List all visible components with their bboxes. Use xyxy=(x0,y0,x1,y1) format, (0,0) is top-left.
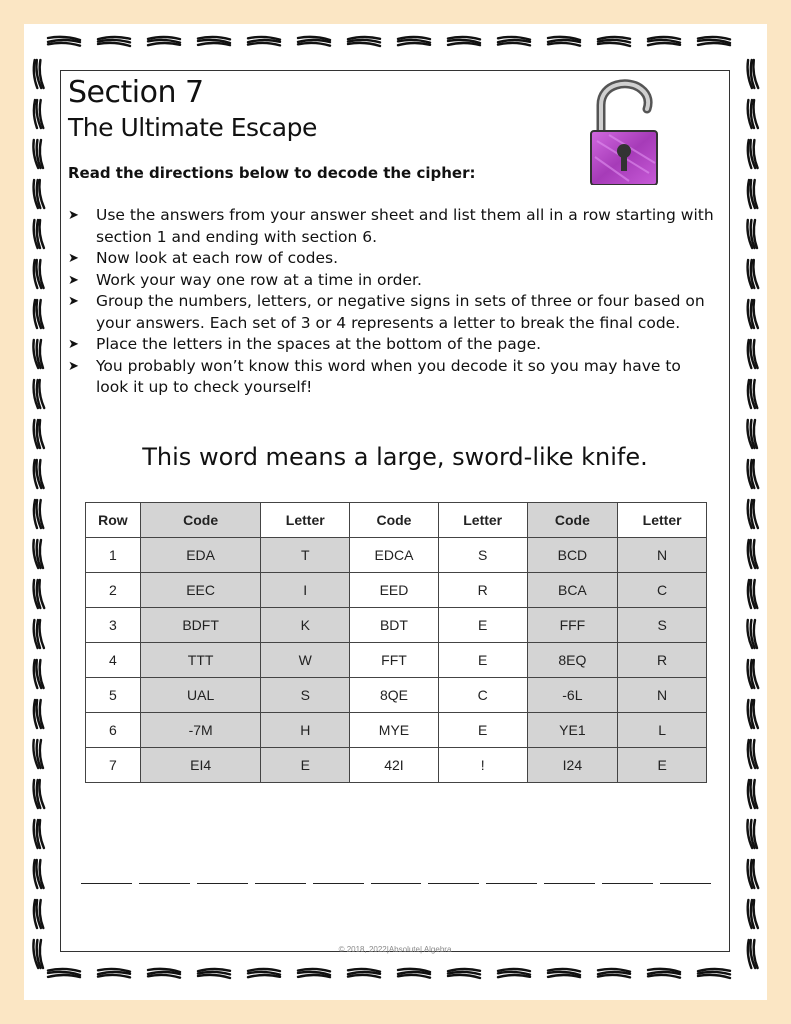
scribble-mark xyxy=(34,580,45,608)
scribble-mark xyxy=(98,37,130,46)
scribble-mark xyxy=(747,420,757,448)
scribble-mark xyxy=(748,580,757,608)
table-cell: 3 xyxy=(86,608,141,643)
cipher-table xyxy=(85,502,707,783)
answer-blank[interactable] xyxy=(313,871,364,884)
direction-item: ➤ Group the numbers, letters, or negative signs in sets of three or four based on your answers. Each set of 3 or 4 represents a letter to break the final code. xyxy=(68,292,705,332)
scribble-mark xyxy=(34,100,43,128)
table-row xyxy=(86,678,707,713)
table-cell: -7M xyxy=(140,713,261,748)
answer-blank[interactable] xyxy=(371,871,422,884)
table-cell: 2 xyxy=(86,573,141,608)
page-title: The Ultimate Escape xyxy=(68,113,317,142)
scribble-mark xyxy=(34,500,43,528)
answer-blank[interactable] xyxy=(81,871,132,884)
scribble-mark xyxy=(548,37,580,46)
scribble-mark xyxy=(34,660,44,688)
scribble-mark xyxy=(748,540,758,568)
table-cell: 4 xyxy=(86,643,141,678)
table-row xyxy=(86,748,707,783)
scribble-mark xyxy=(748,860,759,888)
scribble-mark xyxy=(748,940,758,968)
scribble-mark xyxy=(33,940,43,968)
scribble-mark xyxy=(33,540,43,568)
scribble-mark xyxy=(34,900,43,928)
open-padlock-icon xyxy=(589,75,661,185)
scribble-mark xyxy=(34,260,44,288)
scribble-mark xyxy=(648,37,680,45)
scribble-mark xyxy=(748,700,758,728)
section-heading: Section 7 xyxy=(68,75,204,110)
table-row xyxy=(86,538,707,573)
table-cell: R xyxy=(438,573,527,608)
table-cell: EEC xyxy=(140,573,261,608)
table-cell: N xyxy=(618,678,707,713)
worksheet-page xyxy=(24,24,767,1000)
table-cell: E xyxy=(618,748,707,783)
scribble-mark xyxy=(498,969,530,977)
table-cell: FFT xyxy=(350,643,439,678)
table-row xyxy=(86,713,707,748)
direction-item: ➤ Work your way one row at a time in order. xyxy=(68,270,718,292)
scribble-mark xyxy=(698,37,730,45)
table-cell: E xyxy=(438,643,527,678)
table-cell: S xyxy=(438,538,527,573)
table-cell: YE1 xyxy=(527,713,618,748)
scribble-mark xyxy=(148,969,180,978)
direction-item: ➤ Now look at each row of codes. xyxy=(68,248,718,270)
scribble-mark xyxy=(348,969,380,977)
scribble-mark xyxy=(448,37,480,45)
scribble-mark xyxy=(698,969,730,978)
table-cell: I xyxy=(261,573,350,608)
scribble-mark xyxy=(34,380,45,408)
scribble-mark xyxy=(34,700,43,728)
scribble-mark xyxy=(33,740,43,768)
scribble-mark xyxy=(348,37,380,46)
copyright-text: © 2018, 2022|Absolute| Algebra xyxy=(338,945,452,954)
arrowhead-bullet-icon: ➤ xyxy=(68,294,79,309)
answer-blank[interactable] xyxy=(139,871,190,884)
answer-blank[interactable] xyxy=(660,871,711,884)
answer-blank[interactable] xyxy=(428,871,479,884)
scribble-mark xyxy=(748,140,758,168)
table-cell: FFF xyxy=(527,608,618,643)
scribble-mark xyxy=(398,969,430,978)
scribble-mark xyxy=(748,300,758,328)
table-cell: L xyxy=(618,713,707,748)
scribble-mark xyxy=(598,37,630,46)
directions-list xyxy=(68,205,718,399)
answer-blank[interactable] xyxy=(197,871,248,884)
column-header: Code xyxy=(350,503,439,538)
arrowhead-bullet-icon: ➤ xyxy=(68,251,79,266)
column-header: Letter xyxy=(618,503,707,538)
table-cell: 5 xyxy=(86,678,141,713)
table-cell: 42I xyxy=(350,748,439,783)
table-cell: BCD xyxy=(527,538,618,573)
column-header: Code xyxy=(527,503,618,538)
table-cell: S xyxy=(618,608,707,643)
content-frame xyxy=(60,70,730,952)
table-cell: E xyxy=(438,608,527,643)
scribble-mark xyxy=(34,460,44,488)
scribble-mark xyxy=(298,969,330,977)
word-clue: This word means a large, sword-like knife. xyxy=(142,443,648,471)
table-cell: TTT xyxy=(140,643,261,678)
scribble-mark xyxy=(34,780,45,808)
scribble-mark xyxy=(48,969,80,977)
scribble-mark xyxy=(34,820,44,848)
table-cell: C xyxy=(618,573,707,608)
table-cell: S xyxy=(261,678,350,713)
scribble-mark xyxy=(747,220,757,248)
table-row xyxy=(86,608,707,643)
scribble-mark xyxy=(747,620,757,648)
table-cell: E xyxy=(261,748,350,783)
column-header: Letter xyxy=(261,503,350,538)
scribble-mark xyxy=(748,60,759,88)
arrowhead-bullet-icon: ➤ xyxy=(68,337,79,352)
scribble-mark xyxy=(298,37,330,46)
table-cell: EDA xyxy=(140,538,261,573)
table-cell: 8QE xyxy=(350,678,439,713)
directions-heading: Read the directions below to decode the cipher: xyxy=(68,164,476,182)
scribble-mark xyxy=(34,860,44,888)
arrowhead-bullet-icon: ➤ xyxy=(68,272,79,288)
scribble-mark xyxy=(248,969,280,977)
table-cell: MYE xyxy=(350,713,439,748)
scribble-mark xyxy=(48,37,80,46)
scribble-mark xyxy=(598,969,630,977)
table-cell: BCA xyxy=(527,573,618,608)
table-cell: UAL xyxy=(140,678,261,713)
arrowhead-bullet-icon: ➤ xyxy=(68,208,79,223)
table-row xyxy=(86,643,707,678)
table-header-row xyxy=(86,503,707,538)
scribble-mark xyxy=(748,500,758,528)
scribble-mark xyxy=(748,380,757,408)
scribble-mark xyxy=(748,100,758,128)
scribble-mark xyxy=(498,37,530,45)
scribble-mark xyxy=(34,420,44,448)
scribble-mark xyxy=(248,37,280,45)
scribble-mark xyxy=(748,340,758,368)
scribble-mark xyxy=(34,60,44,88)
answer-blank[interactable] xyxy=(486,871,537,884)
table-cell: EI4 xyxy=(140,748,261,783)
table-cell: 1 xyxy=(86,538,141,573)
direction-item: ➤ You probably won’t know this word when you decode it so you may have to look it up to check yourself! xyxy=(68,356,681,396)
scribble-mark xyxy=(34,180,45,208)
column-header: Code xyxy=(140,503,261,538)
scribble-mark xyxy=(748,740,758,768)
scribble-mark xyxy=(748,900,758,928)
table-cell: BDT xyxy=(350,608,439,643)
table-cell: EED xyxy=(350,573,439,608)
scribble-mark xyxy=(33,340,43,368)
scribble-mark xyxy=(33,140,43,168)
scribble-mark xyxy=(198,969,230,978)
scribble-mark xyxy=(398,37,430,45)
column-header: Row xyxy=(86,503,141,538)
table-cell: I24 xyxy=(527,748,618,783)
scribble-mark xyxy=(198,37,230,45)
scribble-mark xyxy=(648,969,680,978)
direction-item: ➤ Place the letters in the spaces at the bottom of the page. xyxy=(68,334,718,356)
table-cell: 7 xyxy=(86,748,141,783)
scribble-mark xyxy=(748,780,757,808)
table-cell: W xyxy=(261,643,350,678)
table-cell: C xyxy=(438,678,527,713)
table-cell: R xyxy=(618,643,707,678)
table-cell: BDFT xyxy=(140,608,261,643)
table-cell: 6 xyxy=(86,713,141,748)
table-cell: N xyxy=(618,538,707,573)
table-cell: -6L xyxy=(527,678,618,713)
scribble-mark xyxy=(748,660,759,688)
table-cell: E xyxy=(438,713,527,748)
answer-blank[interactable] xyxy=(255,871,306,884)
scribble-mark xyxy=(747,820,757,848)
scribble-mark xyxy=(548,969,580,977)
scribble-mark xyxy=(34,300,43,328)
answer-blanks xyxy=(81,871,711,884)
scribble-mark xyxy=(98,969,130,977)
table-cell: EDCA xyxy=(350,538,439,573)
table-cell: H xyxy=(261,713,350,748)
scribble-mark xyxy=(748,180,757,208)
scribble-mark xyxy=(148,37,180,45)
answer-blank[interactable] xyxy=(602,871,653,884)
table-cell: K xyxy=(261,608,350,643)
direction-item: ➤ Use the answers from your answer sheet and list them all in a row starting with section 1 and ending with section 6. xyxy=(68,206,714,246)
column-header: Letter xyxy=(438,503,527,538)
scribble-mark xyxy=(448,969,480,978)
scribble-mark xyxy=(748,260,759,288)
answer-blank[interactable] xyxy=(544,871,595,884)
table-cell: ! xyxy=(438,748,527,783)
table-row xyxy=(86,573,707,608)
table-cell: 8EQ xyxy=(527,643,618,678)
table-cell: T xyxy=(261,538,350,573)
arrowhead-bullet-icon: ➤ xyxy=(68,358,79,374)
scribble-mark xyxy=(34,620,44,648)
scribble-mark xyxy=(34,220,44,248)
scribble-mark xyxy=(748,460,759,488)
